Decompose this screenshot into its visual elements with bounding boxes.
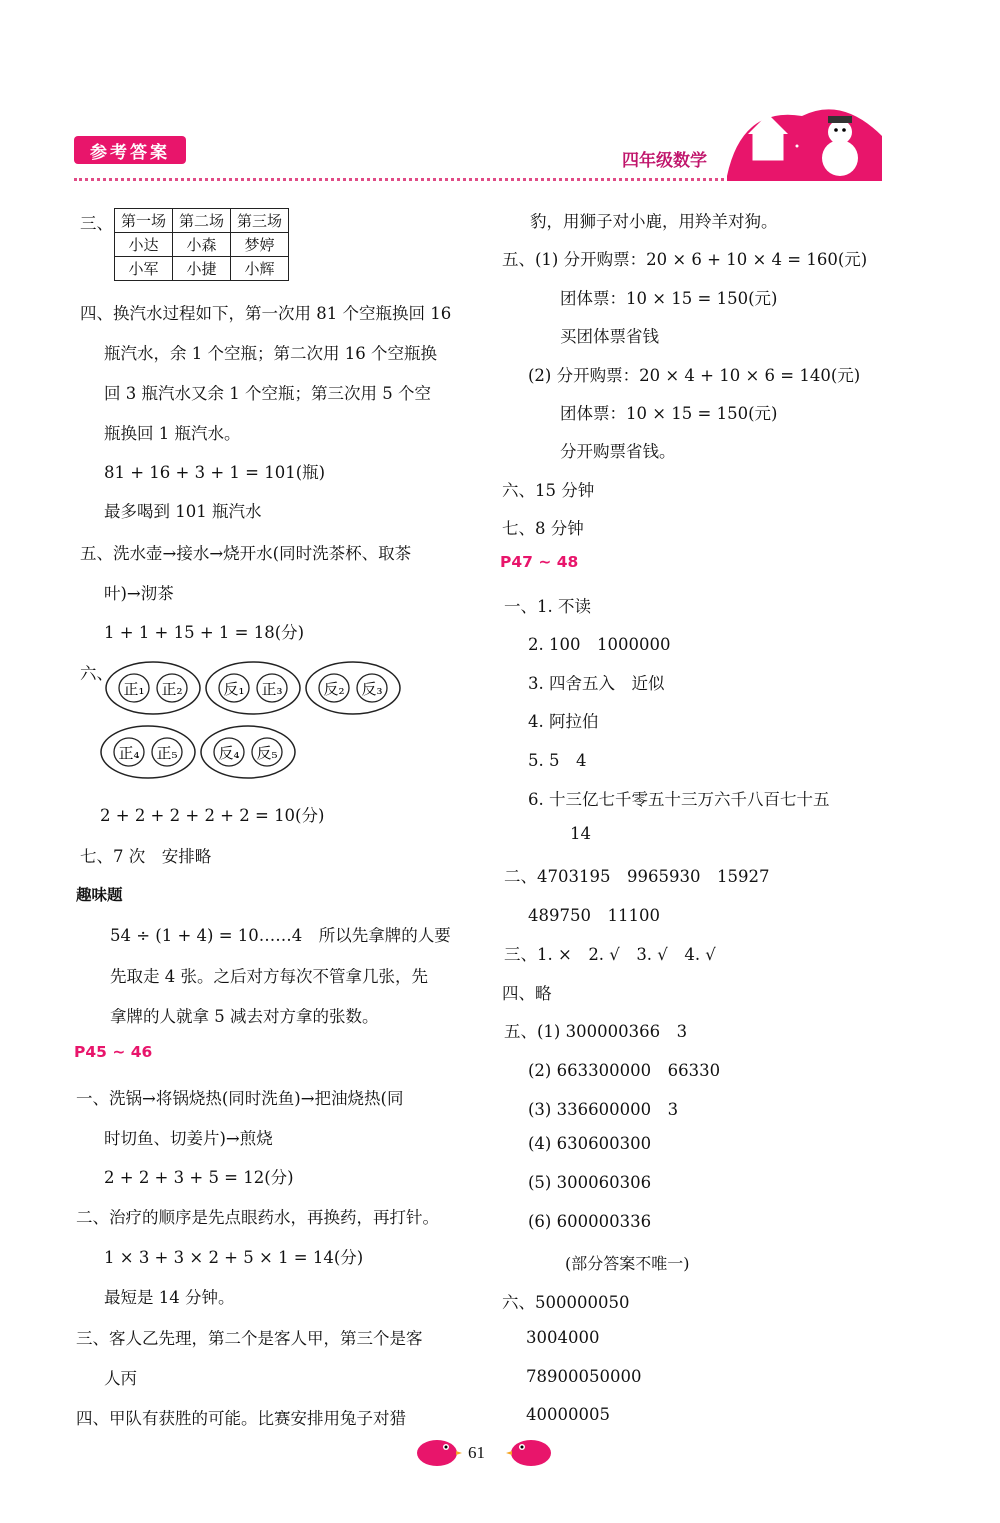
- section-3-label: 三、: [80, 214, 113, 233]
- answer-line: (6) 600000336: [528, 1212, 652, 1231]
- answer-line: 三、客人乙先理，第二个是客人甲，第三个是客: [76, 1329, 423, 1348]
- answer-line: 五、(1) 300000366 3: [504, 1022, 688, 1041]
- equation-line: 1 + 1 + 15 + 1 = 18(分): [104, 623, 305, 642]
- answer-line: 一、洗锅→将锅烧热(同时洗鱼)→把油烧热(同: [76, 1089, 404, 1108]
- coin-label: 反₃: [361, 680, 383, 698]
- table-cell: 小森: [173, 233, 231, 257]
- answer-line: 五、洗水壶→接水→烧开水(同时洗茶杯、取茶: [80, 544, 412, 563]
- bird-right-icon: [506, 1433, 556, 1469]
- coin-group-oval: [206, 662, 300, 714]
- answer-line: 一、1. 不读: [504, 597, 591, 616]
- answer-line: 六、500000050: [502, 1293, 630, 1312]
- coin-group-oval: [306, 662, 400, 714]
- coin-group-oval: [201, 726, 295, 778]
- equation-line: 2 + 2 + 3 + 5 = 12(分): [104, 1168, 294, 1187]
- page-range-heading: P45 ~ 46: [74, 1043, 153, 1061]
- answer-line: 78900050000: [526, 1367, 642, 1386]
- answer-line: 人丙: [104, 1369, 137, 1388]
- answer-line: 豹，用狮子对小鹿，用羚羊对狗。: [530, 212, 778, 231]
- table-cell: 第一场: [115, 209, 173, 233]
- equation-line: 团体票：10 × 15 = 150(元): [560, 289, 778, 308]
- bird-left-icon: [412, 1433, 462, 1469]
- header-badge: 参考答案: [74, 136, 186, 164]
- answer-line: 2. 100 1000000: [528, 635, 671, 654]
- answer-line: 4. 阿拉伯: [528, 712, 599, 731]
- answer-line: 五、(1) 分开购票：20 × 6 + 10 × 4 = 160(元): [502, 250, 868, 269]
- answer-line: (5) 300060306: [528, 1173, 652, 1192]
- table-cell: 第三场: [231, 209, 289, 233]
- answer-line: (2) 663300000 66330: [528, 1061, 721, 1080]
- coin-label: 反₂: [323, 680, 345, 698]
- section-6-label: 六、: [80, 664, 113, 683]
- answer-line: 6. 十三亿七千零五十三万六千八百七十五: [528, 790, 830, 809]
- answer-line: 七、8 分钟: [502, 519, 584, 538]
- coin-label: 反₁: [223, 680, 245, 698]
- answer-line: 3004000: [526, 1328, 600, 1347]
- answer-line: (4) 630600300: [528, 1134, 652, 1153]
- fun-problem-title: 趣味题: [76, 886, 123, 904]
- coin-label: 正₄: [118, 744, 140, 762]
- page-number: 61: [468, 1443, 485, 1462]
- answer-line: 拿牌的人就拿 5 减去对方拿的张数。: [110, 1007, 379, 1026]
- answer-line: 分开购票省钱。: [560, 442, 676, 461]
- answer-line: 3. 四舍五入 近似: [528, 674, 665, 693]
- table-cell: 小辉: [231, 257, 289, 281]
- coin-label: 正₅: [156, 744, 178, 762]
- table-cell: 小军: [115, 257, 173, 281]
- answer-line: 买团体票省钱: [560, 327, 659, 346]
- answer-line: 四、换汽水过程如下，第一次用 81 个空瓶换回 16: [80, 304, 452, 323]
- answer-line: 14: [570, 824, 591, 843]
- answer-line: (2) 分开购票：20 × 4 + 10 × 6 = 140(元): [528, 366, 861, 385]
- answer-line: 瓶汽水，余 1 个空瓶；第二次用 16 个空瓶换: [104, 344, 437, 363]
- header-grade-title: 四年级数学: [622, 151, 707, 171]
- answer-line: 二、治疗的顺序是先点眼药水，再换药，再打针。: [76, 1208, 439, 1227]
- answer-line: 489750 11100: [528, 906, 660, 925]
- coin-label: 正₃: [261, 680, 283, 698]
- table-cell: 小捷: [173, 257, 231, 281]
- equation-line: 2 + 2 + 2 + 2 + 2 = 10(分): [100, 806, 325, 825]
- answer-line: 叶)→沏茶: [104, 584, 174, 603]
- equation-line: 81 + 16 + 3 + 1 = 101(瓶): [104, 463, 326, 482]
- table-cell: 第二场: [173, 209, 231, 233]
- answer-line: 回 3 瓶汽水又余 1 个空瓶；第三次用 5 个空: [104, 384, 431, 403]
- answer-line: 四、略: [502, 984, 552, 1003]
- answer-line: 先取走 4 张。之后对方每次不管拿几张，先: [110, 967, 428, 986]
- coin-label: 正₁: [123, 680, 145, 698]
- answer-line: 最多喝到 101 瓶汽水: [104, 502, 262, 521]
- coin-label: 反₄: [218, 744, 240, 762]
- answer-line: 5. 5 4: [528, 751, 587, 770]
- coin-group-oval: [106, 662, 200, 714]
- coin-label: 反₅: [256, 744, 278, 762]
- equation-line: 团体票：10 × 15 = 150(元): [560, 404, 778, 423]
- answer-line: 54 ÷ (1 + 4) = 10……4 所以先拿牌的人要: [110, 926, 451, 945]
- answer-line: 时切鱼、切姜片)→煎烧: [104, 1129, 273, 1148]
- answer-line: 六、15 分钟: [502, 481, 595, 500]
- coin-group-oval: [101, 726, 195, 778]
- answer-line: 七、7 次 安排略: [80, 847, 212, 866]
- answer-line: 40000005: [526, 1405, 610, 1424]
- table-cell: 小达: [115, 233, 173, 257]
- answer-line: 四、甲队有获胜的可能。比赛安排用兔子对猎: [76, 1409, 406, 1428]
- answer-line: 最短是 14 分钟。: [104, 1288, 235, 1307]
- answer-line: 三、1. × 2. √ 3. √ 4. √: [504, 945, 716, 964]
- answer-line: 二、4703195 9965930 15927: [504, 867, 770, 886]
- note-line: (部分答案不唯一): [565, 1254, 690, 1273]
- answer-line: (3) 336600000 3: [528, 1100, 679, 1119]
- answer-line: 瓶换回 1 瓶汽水。: [104, 424, 241, 443]
- coin-label: 正₂: [161, 680, 183, 698]
- equation-line: 1 × 3 + 3 × 2 + 5 × 1 = 14(分): [104, 1248, 364, 1267]
- page-range-heading: P47 ~ 48: [500, 553, 579, 571]
- table-cell: 梦婷: [231, 233, 289, 257]
